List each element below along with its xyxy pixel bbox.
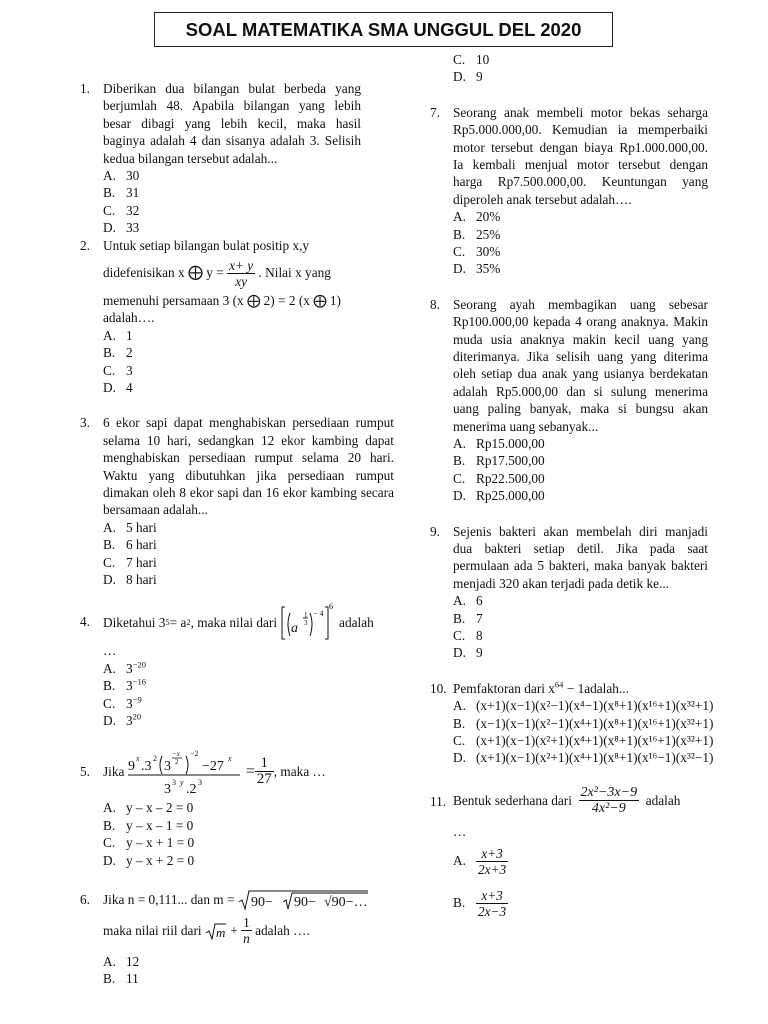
fraction: $\frac{x+ y}{xy}$ <box>229 257 254 289</box>
svg-text:2: 2 <box>174 758 179 767</box>
question-formula-line: Diketahui 3 5 = a 2 , maka nilai dari a 1 3 − 4 6 adalah <box>103 602 365 642</box>
options <box>80 660 365 730</box>
svg-text:m: m <box>215 924 226 940</box>
option-b: B. y – x – 1 = 0 <box>103 817 194 833</box>
option-a: A. 6 <box>453 593 483 609</box>
question-number: 10. <box>430 680 447 696</box>
fraction: $\frac{x+3}{2x+3}$ <box>478 845 507 877</box>
question-number: 3. <box>80 415 90 431</box>
option-c: C. 8 <box>453 628 483 643</box>
option-a: A. (x+1)(x−1)(x²−1)(x⁴−1)(x⁸+1)(x¹⁶+1)(x³²+1) <box>453 698 714 714</box>
question-11 <box>430 779 730 924</box>
question-formula-line: Bentuk sederhana dari $\frac{\text{2x²−3x−9}}{\text{4x²−9}}$ adalah <box>453 785 681 817</box>
fraction: $\frac{1}{n}$ <box>243 915 250 947</box>
option-b: B. Rp17.500,00 <box>453 453 545 469</box>
question-formula-line: didefenisikan x ⨁ y = $\frac{x+ y}{xy}$ . Nilai x yang <box>103 257 331 289</box>
options-continued <box>430 51 730 86</box>
option-d: D. 35% <box>453 261 501 277</box>
question-text: Seorang anak membeli motor bekas seharga Rp5.000.000,00. Kemudian ia memperbaiki motor tersebut dengan biaya Rp1.000.000,00. Ia kembali menjual motor tersebut dengan harga Rp7.500.000,00. Keuntungan yang diperoleh anak tersebut adalah…. <box>453 104 708 207</box>
option-b: B. 7 <box>453 610 483 626</box>
option-d: D. (x+1)(x−1)(x²+1)(x⁴+1)(x⁸+1)(x¹⁶−1)(x³²−1) <box>453 750 714 766</box>
option-c: C. y – x + 1 = 0 <box>103 835 195 851</box>
option-b: B. $\frac{x+3}{2x-3}$ <box>453 887 507 919</box>
question-9 <box>430 523 730 662</box>
option-a: A. $3^{-20}$ <box>103 659 146 676</box>
option-a: A. 30 <box>103 168 140 184</box>
question-text: Pemfaktoran dari $x^{64}$ − 1adalah... <box>453 679 629 696</box>
option-c: C. 10 <box>453 52 490 67</box>
question-number: 6. <box>80 891 90 907</box>
question-formula-line: maka nilai riil dari m + $\frac{1}{n}$ adalah …. <box>103 915 310 947</box>
option-d: D. 9 <box>453 69 483 85</box>
question-line: memenuhi persamaan 3 (x ⨁ 2) = 2 (x ⨁ 1) <box>103 293 341 308</box>
question-10 <box>430 680 730 767</box>
exponent-fraction-formula <box>128 744 246 798</box>
svg-text:−27: −27 <box>201 759 224 775</box>
svg-text:−x: −x <box>171 750 180 759</box>
svg-text:−2: −2 <box>189 749 199 759</box>
question-line: adalah…. <box>103 310 155 326</box>
question-number: 4. <box>80 614 90 630</box>
option-b: B. (x−1)(x−1)(x²−1)(x⁴+1)(x⁸+1)(x¹⁶+1)(x³²+1) <box>453 715 714 731</box>
question-number: 8. <box>430 296 440 312</box>
fraction: $\frac{1}{27}$ <box>256 754 272 787</box>
svg-text:3: 3 <box>304 619 308 628</box>
option-a: A. 20% <box>453 209 501 225</box>
option-d: D. 9 <box>453 645 483 661</box>
option-a: A. Rp15.000,00 <box>453 436 545 452</box>
svg-text:3: 3 <box>197 778 202 788</box>
svg-text:.2: .2 <box>185 782 197 798</box>
svg-text:3: 3 <box>163 782 171 798</box>
question-number: 11. <box>430 793 447 809</box>
question-3 <box>80 414 394 588</box>
question-line: Untuk setiap bilangan bulat positip x,y <box>103 237 310 253</box>
option-b: B. 25% <box>453 226 501 242</box>
option-b: B. 11 <box>103 971 139 987</box>
option-d: D. 33 <box>103 220 140 236</box>
options <box>80 953 365 988</box>
question-formula-line: Jika n = 0,111... dan m = 90− 90− √90−… <box>103 887 365 913</box>
options <box>80 799 365 869</box>
svg-text:3: 3 <box>171 778 176 788</box>
fraction: $\frac{\text{2x²−3x−9}}{\text{4x²−9}}$ <box>580 785 638 817</box>
options <box>80 327 365 397</box>
options <box>80 167 365 237</box>
question-number: 2. <box>80 237 90 253</box>
option-a: A. 1 <box>103 327 133 343</box>
question-number: 5. <box>80 764 90 780</box>
question-text: Sejenis bakteri akan membelah diri manjadi dua bakteri setiap detil. Jika pada saat permulaan ada 5 bakteri, maka banyak bakteri menjadi 320 akan terjadi pada detik ke... <box>453 523 708 591</box>
question-line: … <box>453 823 467 839</box>
left-column <box>80 80 394 988</box>
options <box>430 840 730 924</box>
question-text: 6 ekor sapi dapat menghabiskan persediaan rumput selama 10 hari, sedangkan 12 ekor kambing dapat menghabiskan persediaan rumput selama 20 hari. Waktu yang dibutuhkan jika persediaan rumput dimakan oleh 8 ekor sapi dan 16 ekor kambing secara bersamaan adalah... <box>103 415 394 518</box>
svg-text:a: a <box>291 621 299 637</box>
question-number: 7. <box>430 104 440 120</box>
page-title: SOAL MATEMATIKA SMA UNGGUL DEL 2020 <box>154 12 613 47</box>
options <box>80 519 365 589</box>
option-a: A. 5 hari <box>103 519 157 535</box>
option-c: C. 32 <box>103 202 140 218</box>
svg-text:90−: 90− <box>293 894 316 910</box>
option-a: A. $\frac{x+3}{2x+3}$ <box>453 845 507 877</box>
question-5 <box>80 743 365 869</box>
options <box>430 697 730 767</box>
option-d: D. 8 hari <box>103 571 157 587</box>
question-8 <box>430 296 730 505</box>
options <box>430 592 730 662</box>
option-b: B. $3^{-16}$ <box>103 676 146 694</box>
option-b: B. 31 <box>103 185 140 201</box>
question-number: 1. <box>80 81 90 96</box>
svg-text:x: x <box>227 754 232 764</box>
option-c: C. (x+1)(x−1)(x²+1)(x⁴+1)(x⁸+1)(x¹⁶+1)(x³²+1) <box>453 732 714 748</box>
options <box>430 435 730 505</box>
question-6 <box>80 887 368 988</box>
option-d: D. $3^{20}$ <box>103 711 142 728</box>
svg-text:x: x <box>135 754 140 764</box>
option-b: B. 6 hari <box>103 537 157 553</box>
svg-text:9: 9 <box>127 759 135 775</box>
question-1 <box>80 80 365 237</box>
question-text: Seorang ayah membagikan uang sebesar Rp100.000,00 kepada 4 orang anaknya. Makin muda usia anaknya makin kecil uang yang diterimanya. Jika selisih uang yang diterima oleh setiap dua anak yang usianya berdekatan adalah Rp5.000,00 dan si sulung menerima uang paling banyak, maka si bungsu akan menerima uang sebanyak... <box>453 296 708 434</box>
question-formula-line: Jika 9 x .3 2 3 −x 2 −2 −27 x 3 3 y .2 3 = $\frac{1}{27}$ , maka … <box>103 743 365 799</box>
option-d: D. y – x + 2 = 0 <box>103 852 195 868</box>
circle-plus-icon: ⨁ <box>187 263 203 282</box>
option-a: A. 12 <box>103 953 140 969</box>
svg-text:− 4: − 4 <box>313 609 324 619</box>
svg-text:y: y <box>179 778 184 788</box>
option-c: C. 3 <box>103 362 133 378</box>
option-b: B. 2 <box>103 345 133 361</box>
svg-text:90−: 90− <box>250 894 273 910</box>
svg-text:3: 3 <box>163 759 171 775</box>
option-d: D. Rp25.000,00 <box>453 488 545 504</box>
options <box>430 208 730 278</box>
svg-text:.3: .3 <box>140 759 152 775</box>
svg-text:6: 6 <box>329 602 334 612</box>
option-d: D. 4 <box>103 379 133 395</box>
sqrt-m-icon <box>205 922 227 940</box>
option-c: C. 30% <box>453 244 501 259</box>
svg-text:√90−…: √90−… <box>323 894 368 910</box>
option-c: C. $3^{-9}$ <box>103 694 142 711</box>
option-c: C. 7 hari <box>103 554 157 570</box>
question-line: … <box>103 643 117 659</box>
right-column <box>430 51 730 924</box>
fraction: $\frac{x+3}{2x-3}$ <box>478 887 507 919</box>
question-2 <box>80 237 365 397</box>
question-text: Diberikan dua bilangan bulat berbeda yang berjumlah 48. Apabila bilangan yang lebih besar dibagi yang lebih kecil, maka hasil baginya adalah 4 dan sisanya adalah 3. Selisih kedua bilangan tersebut adalah... <box>103 81 361 166</box>
question-7 <box>430 104 730 278</box>
question-number: 9. <box>430 523 440 539</box>
svg-text:1: 1 <box>304 611 308 620</box>
nested-power-formula <box>280 603 332 641</box>
option-c: C. Rp22.500,00 <box>453 470 545 486</box>
nested-radical-formula <box>238 889 370 911</box>
option-a: A. y – x – 2 = 0 <box>103 800 194 816</box>
question-4 <box>80 602 374 729</box>
svg-text:2: 2 <box>152 754 157 764</box>
